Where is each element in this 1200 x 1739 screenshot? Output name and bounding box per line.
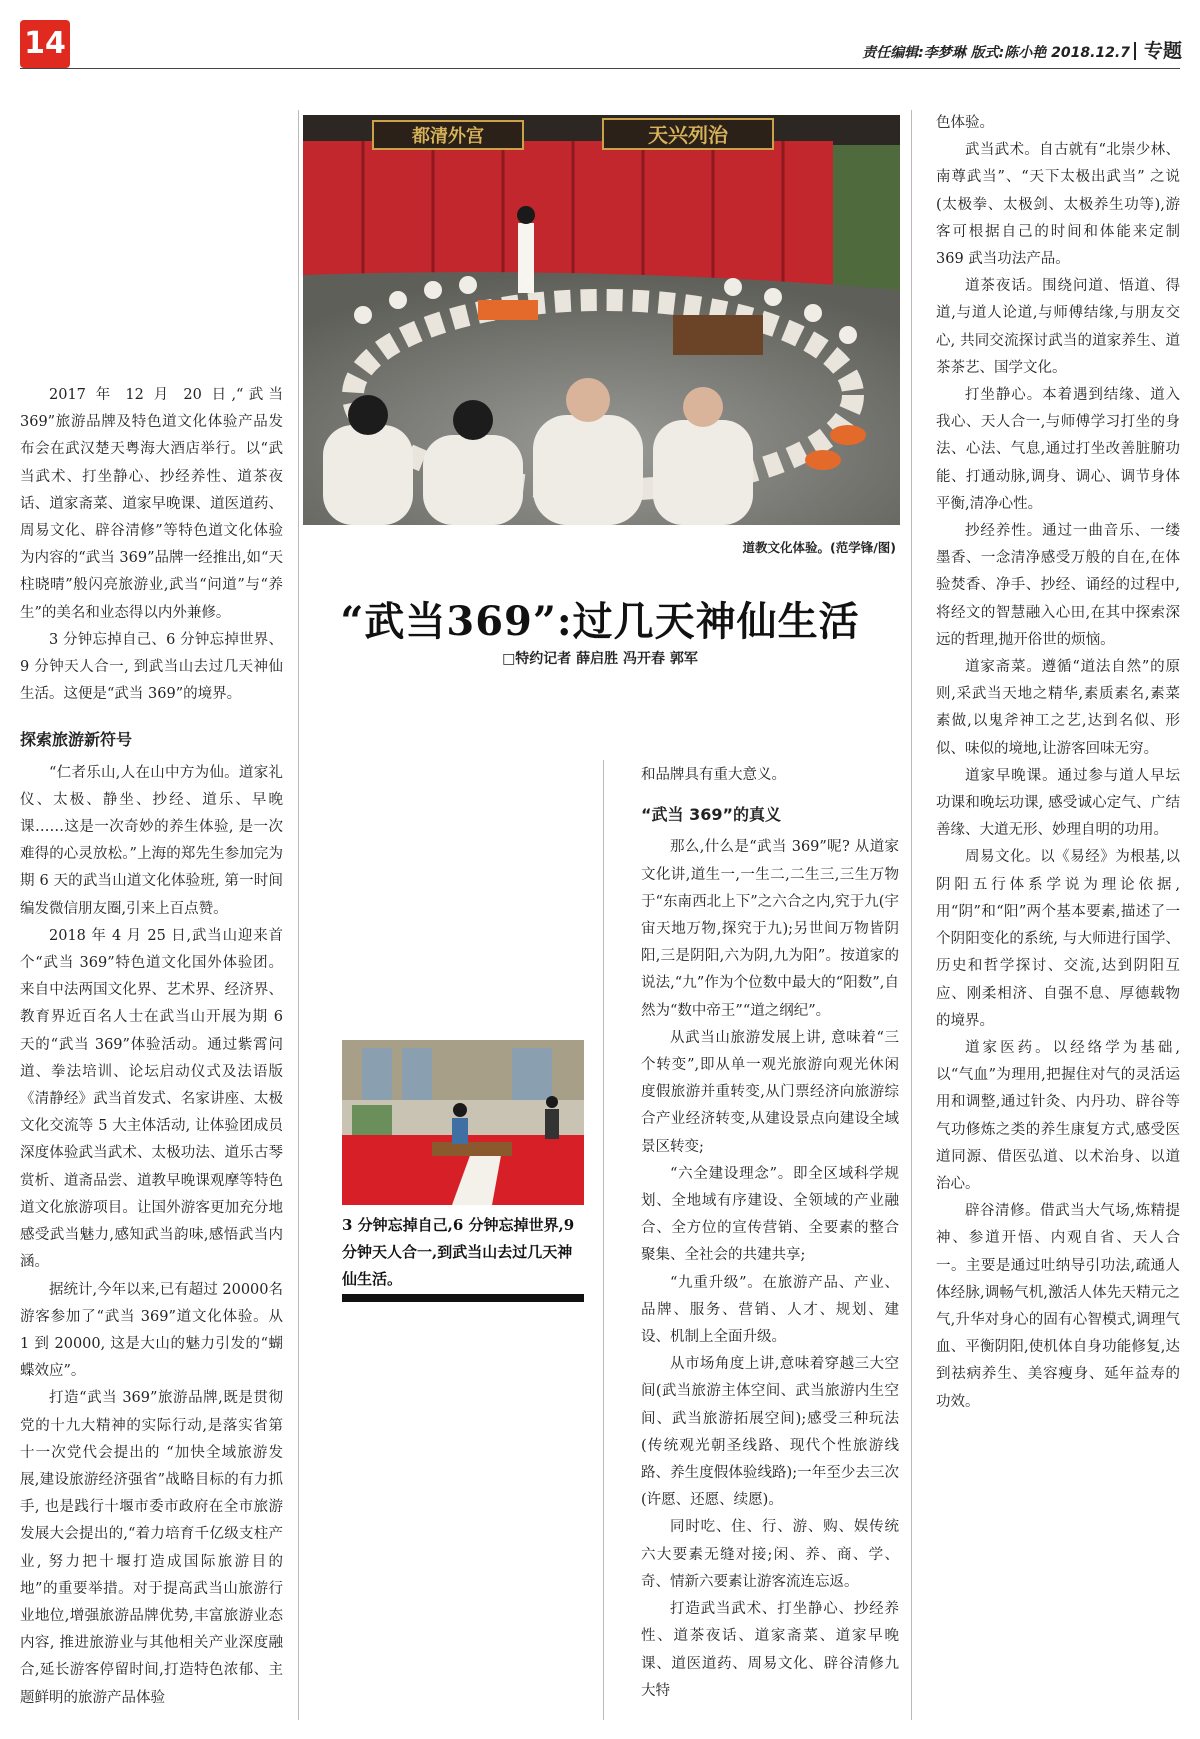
pull-quote-bar [342, 1294, 584, 1302]
sign-right-text: 天兴列治 [648, 123, 728, 147]
col3-paragraph-1: 那么,什么是“武当 369”呢? 从道家文化讲,道生一,一生二,二生三,三生万物于“东南西北上下”之六合之内,究于九(宇宙天地万物,探究于九);另世间万物皆阴阳,三是阴阳,六为阴,九为阳”。按道家的说法,“九”作为个位数中最大的“阳数”,自然为“数中帝王”“道之纲纪”。 [641, 839, 899, 1019]
col1-paragraph-6: 打造“武当 369”旅游品牌,既是贯彻党的十九大精神的实际行动,是落实省第十一次党代会提出的 “加快全域旅游发展,建设旅游经济强省”战略目标的有力抓手, 也是践行十堰市委市政府在全市旅游发展大会提出的,“着力培育千亿级支柱产业, 努力把十堰打造成国际旅游目的地”的重要举措。对于提高武当山旅游行业地位,增强旅游品牌优势,丰富旅游业态内容, 推进旅游业与其他相关产业深度融合,延长游客停留时间,打造特色浓郁、主题鲜明的旅游产品体验 [20, 1390, 283, 1706]
col1-paragraph-5: 据统计,今年以来,已有超过 20000名游客参加了“武当 369”道文化体验。从 1 到 20000, 这是大山的魅力引发的“蝴蝶效应”。 [20, 1281, 283, 1380]
pull-quote: 3 分钟忘掉自己,6 分钟忘掉世界,9 分钟天人合一,到武当山去过几天神仙生活。 [342, 1216, 575, 1288]
col4-paragraph-7: 道家早晚课。通过参与道人早坛功课和晚坛功课, 感受诚心定气、广结善缘、大道无形、妙理自明的功用。 [936, 767, 1180, 839]
col3-paragraph-4: “九重升级”。在旅游产品、产业、品牌、服务、营销、人才、规划、建设、机制上全面升级。 [641, 1274, 899, 1346]
col4-paragraph-4: 打坐静心。本着遇到结缘、道入我心、天人合一,与师傅学习打坐的身法、心法、气息,通过打坐改善脏腑功能、打通动脉,调身、调心、调节身体平衡,清净心性。 [936, 387, 1180, 512]
column-1 [20, 382, 283, 1712]
col3-lead: 和品牌具有重大意义。 [641, 767, 786, 783]
col1-paragraph-2: 3 分钟忘掉自己、6 分钟忘掉世界、9 分钟天人合一, 到武当山去过几天神仙生活。这便是“武当 369”的境界。 [20, 631, 283, 703]
col4-paragraph-10: 辟谷清修。借武当大气场,炼精提神、参道开悟、内观自省、天人合一。主要是通过吐纳导引功法,疏通人体经脉,调畅气机,激活人体先天精元之气,升华对身心的固有心智模式,调理气血、平衡阴阳,使机体自身功能修复,达到祛病养生、美容瘦身、延年益寿的功效。 [936, 1203, 1180, 1410]
column-rule-1 [298, 110, 299, 1720]
col3-paragraph-7: 打造武当武术、打坐静心、抄经养性、道茶夜话、道家斋菜、道家早晚课、道医道药、周易文化、辟谷清修九大特 [641, 1601, 899, 1699]
col4-paragraph-8: 周易文化。以《易经》为根基,以阴阳五行体系学说为理论依据,用“阴”和“阳”两个基本要素,描述了一个阴阳变化的系统, 与大师进行国学、历史和哲学探讨、交流,达到阴阳互应、刚柔相济、自强不息、厚德载物的境界。 [936, 849, 1180, 1029]
article-title: “武当369”:过几天神仙生活 [340, 598, 860, 645]
col3-paragraph-6: 同时吃、住、行、游、购、娱传统六大要素无缝对接;闲、养、商、学、奇、情新六要素让游客流连忘返。 [641, 1519, 899, 1590]
col3-heading: “武当 369”的真义 [641, 805, 782, 825]
col3-paragraph-5: 从市场角度上讲,意味着穿越三大空间(武当旅游主体空间、武当旅游内生空间、武当旅游拓展空间);感受三种玩法(传统观光朝圣线路、现代个性旅游线路、养生度假体验线路);一年至少去三次(许愿、还愿、续愿)。 [641, 1356, 899, 1509]
event-photo-illustration [342, 1040, 584, 1205]
column-3 [641, 762, 899, 1705]
event-photo [342, 1040, 584, 1205]
column-rule-2 [603, 760, 604, 1720]
col4-paragraph-5: 抄经养性。通过一曲音乐、一缕墨香、一念清净感受万般的自在,在体验焚香、净手、抄经、诵经的过程中,将经文的智慧融入心田,在其中探索深远的哲理,抛开俗世的烦恼。 [936, 523, 1180, 648]
header-divider [1134, 42, 1136, 60]
column-rule-3 [911, 110, 912, 1720]
header-rule [20, 68, 1180, 69]
page-header [862, 36, 1182, 63]
col1-paragraph-4: 2018 年 4 月 25 日,武当山迎来首个“武当 369”特色道文化国外体验团。来自中法两国文化界、艺术界、经济界、教育界近百名人士在武当山开展为期 6 天的“武当 369”体验活动。通过紫霄问道、拳法培训、论坛启动仪式及法语版《清静经》武当首发式、名家讲座、太极文化交流等 5 大主体活动, 让体验团成员深度体验武当武术、太极功法、道乐古琴赏析、道斋品尝、道教早晚课观摩等特色道文化旅游项目。让国外游客更加充分地感受武当魅力,感知武当韵味,感悟武当内涵。 [20, 927, 283, 1271]
col1-paragraph-3: “仁者乐山,人在山中方为仙。道家礼仪、太极、静坐、抄经、道乐、早晚课……这是一次奇妙的养生体验, 是一次难得的心灵放松。”上海的郑先生参加完为期 6 天的武当山道文化体验班, 第一时间编发微信朋友圈,引来上百点赞。 [20, 764, 283, 917]
header-credits: 责任编辑:李梦琳 版式:陈小艳 2018.12.7 [862, 45, 1130, 61]
col4-paragraph-3: 道茶夜话。围绕问道、悟道、得道,与道人论道,与师傅结缘,与朋友交心, 共同交流探讨武当的道家养生、道茶茶艺、国学文化。 [936, 278, 1180, 376]
col4-paragraph-6: 道家斋菜。遵循“道法自然”的原则,采武当天地之精华,素质素名,素菜素做,以鬼斧神工之艺,达到名似、形似、味似的境地,让游客回味无穷。 [936, 659, 1180, 757]
temple-photo [303, 115, 900, 525]
top-photo-caption: 道教文化体验。(范学锋/图) [742, 540, 896, 555]
col3-paragraph-3: “六全建设理念”。即全区域科学规划、全地域有序建设、全领域的产业融合、全方位的宣传营销、全要素的整合聚集、全社会的共建共享; [641, 1165, 899, 1264]
byline: □特约记者 薛启胜 冯开春 郭军 [502, 651, 698, 667]
col4-paragraph-1: 色体验。 [936, 115, 994, 131]
column-4 [936, 110, 1180, 1416]
col4-paragraph-2: 武当武术。自古就有“北崇少林、南尊武当”、“天下太极出武当” 之说(太极拳、太极剑、太极养生功等),游客可根据自己的时间和体能来定制 369 武当功法产品。 [936, 142, 1180, 268]
page-number: 14 [20, 20, 70, 68]
sign-left-text: 都清外宫 [412, 126, 484, 147]
col1-heading: 探索旅游新符号 [20, 730, 133, 750]
temple-photo-illustration [303, 115, 900, 525]
col4-paragraph-9: 道家医药。以经络学为基础,以“气血”为理用,把握住对气的灵活运用和调整,通过针灸、内丹功、辟谷等气功修炼之类的养生康复方式,感受医道同源、借医弘道、以术治身、以道治心。 [936, 1039, 1180, 1192]
col1-paragraph-1: 2017 年 12 月 20 日,“武当 369”旅游品牌及特色道文化体验产品发布会在武汉楚天粤海大酒店举行。以“武当武术、打坐静心、抄经养性、道茶夜话、道家斋菜、道家早晚课、道医道药、周易文化、辟谷清修”等特色道文化体验为内容的“武当 369”品牌一经推出,如“天柱晓晴”般闪亮旅游业,武当“问道”与“养生”的美名和业态得以内外兼修。 [20, 387, 283, 621]
section-label: 专题 [1143, 40, 1182, 62]
col3-paragraph-2: 从武当山旅游发展上讲, 意味着“三个转变”,即从单一观光旅游向观光休闲度假旅游并重转变,从门票经济向旅游综合产业经济转变,从建设景点向建设全域景区转变; [641, 1029, 899, 1155]
